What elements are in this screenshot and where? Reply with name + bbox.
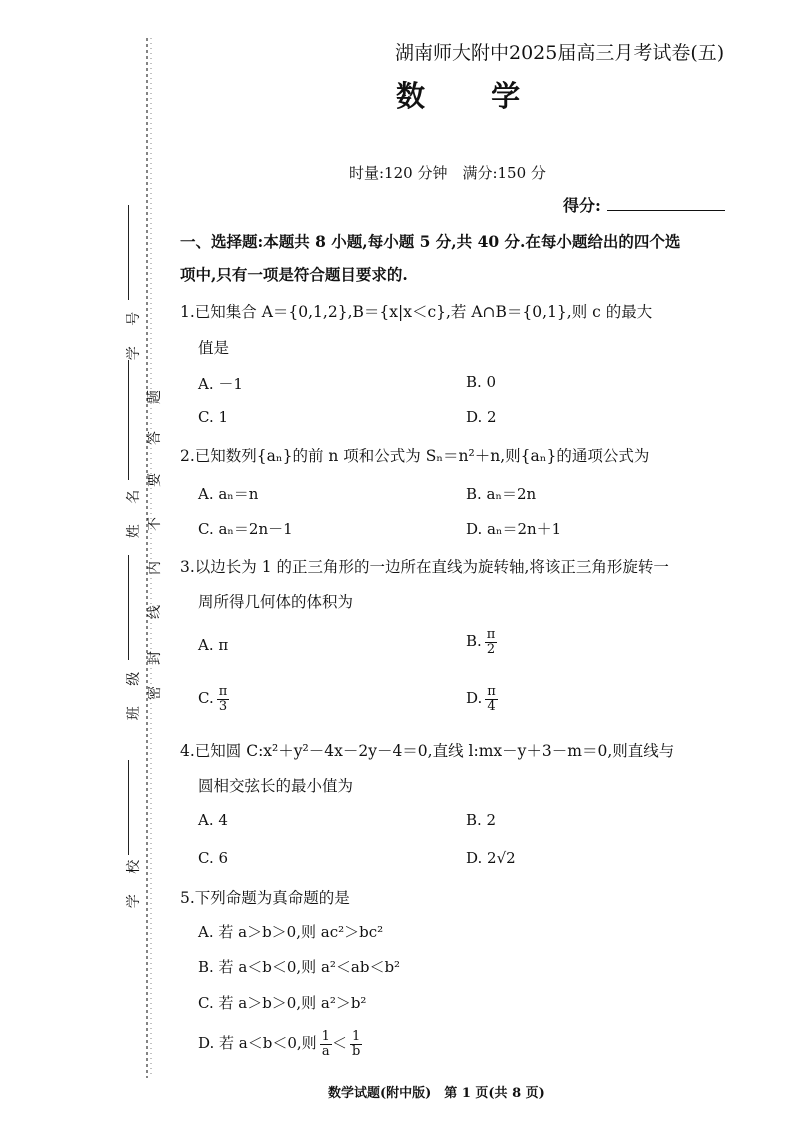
question-3-stem-cont: 周所得几何体的体积为 — [198, 593, 354, 611]
question-1-stem-cont: 值是 — [198, 339, 230, 357]
seal-char: 密 — [147, 686, 163, 700]
seal-char: 题 — [147, 390, 163, 404]
question-4-stem-cont: 圆相交弦长的最小值为 — [198, 777, 354, 795]
option-d[interactable]: D. 2 — [466, 408, 497, 426]
option-b[interactable] — [466, 628, 497, 656]
numerator: π — [486, 627, 496, 642]
seal-char: 答 — [147, 431, 163, 445]
school-blank[interactable] — [128, 760, 129, 855]
option-b[interactable]: B. 若 a＜b＜0,则 a²＜ab＜b² — [198, 958, 401, 976]
option-c[interactable]: C. 若 a＞b＞0,则 a²＞b² — [198, 994, 367, 1012]
denominator: 2 — [486, 641, 496, 657]
option-b-letter: B. — [466, 632, 482, 651]
numerator: 1 — [350, 1030, 362, 1045]
option-c[interactable]: C. 1 — [198, 408, 229, 426]
option-a[interactable]: A. aₙ＝n — [198, 485, 259, 503]
subject-title: 数 学 — [396, 79, 549, 113]
fraction — [320, 1030, 332, 1058]
school-label: 学 校 — [126, 851, 143, 909]
denominator: 4 — [487, 698, 496, 714]
option-d-letter: D. — [466, 689, 483, 708]
fraction — [485, 685, 498, 713]
option-c[interactable]: C. aₙ＝2n－1 — [198, 520, 293, 538]
student-id-label: 学 号 — [126, 303, 143, 361]
section-heading-line2: 项中,只有一项是符合题目要求的. — [180, 265, 408, 284]
option-c-letter: C. — [198, 689, 214, 708]
question-5-stem: 5.下列命题为真命题的是 — [180, 889, 350, 907]
seal-char: 封 — [147, 651, 163, 665]
section-heading-line1: 一、选择题:本题共 8 小题,每小题 5 分,共 40 分.在每小题给出的四个选 — [180, 232, 681, 251]
question-4-stem: 4.已知圆 C:x²＋y²－4x－2y－4＝0,直线 l:mx－y＋3－m＝0,则直线与 — [180, 742, 675, 760]
option-d[interactable] — [466, 685, 498, 713]
seal-dotted-line — [144, 38, 154, 1078]
option-a[interactable]: A. 若 a＞b＞0,则 ac²＞bc² — [198, 923, 384, 941]
option-a[interactable]: A. 4 — [198, 811, 228, 829]
score-field[interactable] — [563, 193, 725, 216]
seal-char: 不 — [147, 517, 163, 531]
denominator: 3 — [218, 698, 228, 714]
time-info: 时量:120 分钟 满分:150 分 — [349, 164, 546, 182]
name-blank[interactable] — [128, 395, 129, 480]
less-than-sign: ＜ — [331, 1034, 347, 1053]
question-1-stem: 1.已知集合 A＝{0,1,2},B＝{x|x＜c},若 A∩B＝{0,1},则 c 的最大 — [180, 303, 653, 321]
seal-char: 要 — [147, 473, 163, 487]
option-d[interactable]: D. aₙ＝2n＋1 — [466, 520, 562, 538]
numerator: π — [218, 684, 228, 699]
fraction — [485, 628, 498, 656]
seal-char: 内 — [147, 561, 163, 575]
class-label: 班 级 — [126, 663, 143, 721]
option-c[interactable] — [198, 685, 229, 713]
name-label: 姓 名 — [126, 481, 143, 539]
option-b[interactable]: B. 2 — [466, 811, 497, 829]
student-id-blank-ext[interactable] — [128, 360, 129, 395]
numerator: 1 — [321, 1029, 330, 1044]
question-2-stem: 2.已知数列{aₙ}的前 n 项和公式为 Sₙ＝n²＋n,则{aₙ}的通项公式为 — [180, 447, 650, 465]
denominator: a — [321, 1043, 330, 1059]
page-footer: 数学试题(附中版) 第 1 页(共 8 页) — [328, 1086, 545, 1101]
student-id-blank[interactable] — [128, 205, 129, 300]
exam-title: 湖南师大附中2025届高三月考试卷(五) — [395, 42, 725, 64]
option-b[interactable]: B. 0 — [466, 373, 497, 391]
option-a[interactable]: A. π — [198, 636, 229, 654]
option-d[interactable]: D. 2√2 — [466, 849, 516, 867]
option-d[interactable] — [198, 1030, 362, 1058]
question-3-stem: 3.以边长为 1 的正三角形的一边所在直线为旋转轴,将该正三角形旋转一 — [180, 558, 669, 576]
option-d-text: D. 若 a＜b＜0,则 — [198, 1034, 317, 1053]
class-blank[interactable] — [128, 555, 129, 660]
numerator: π — [487, 684, 496, 699]
denominator: b — [351, 1043, 361, 1059]
option-b[interactable]: B. aₙ＝2n — [466, 485, 537, 503]
option-c[interactable]: C. 6 — [198, 849, 229, 867]
fraction — [350, 1030, 362, 1058]
score-label: 得分: — [563, 196, 601, 215]
option-a[interactable]: A. －1 — [198, 375, 243, 393]
score-blank[interactable] — [607, 196, 725, 211]
fraction — [217, 685, 230, 713]
seal-char: 线 — [147, 605, 163, 619]
